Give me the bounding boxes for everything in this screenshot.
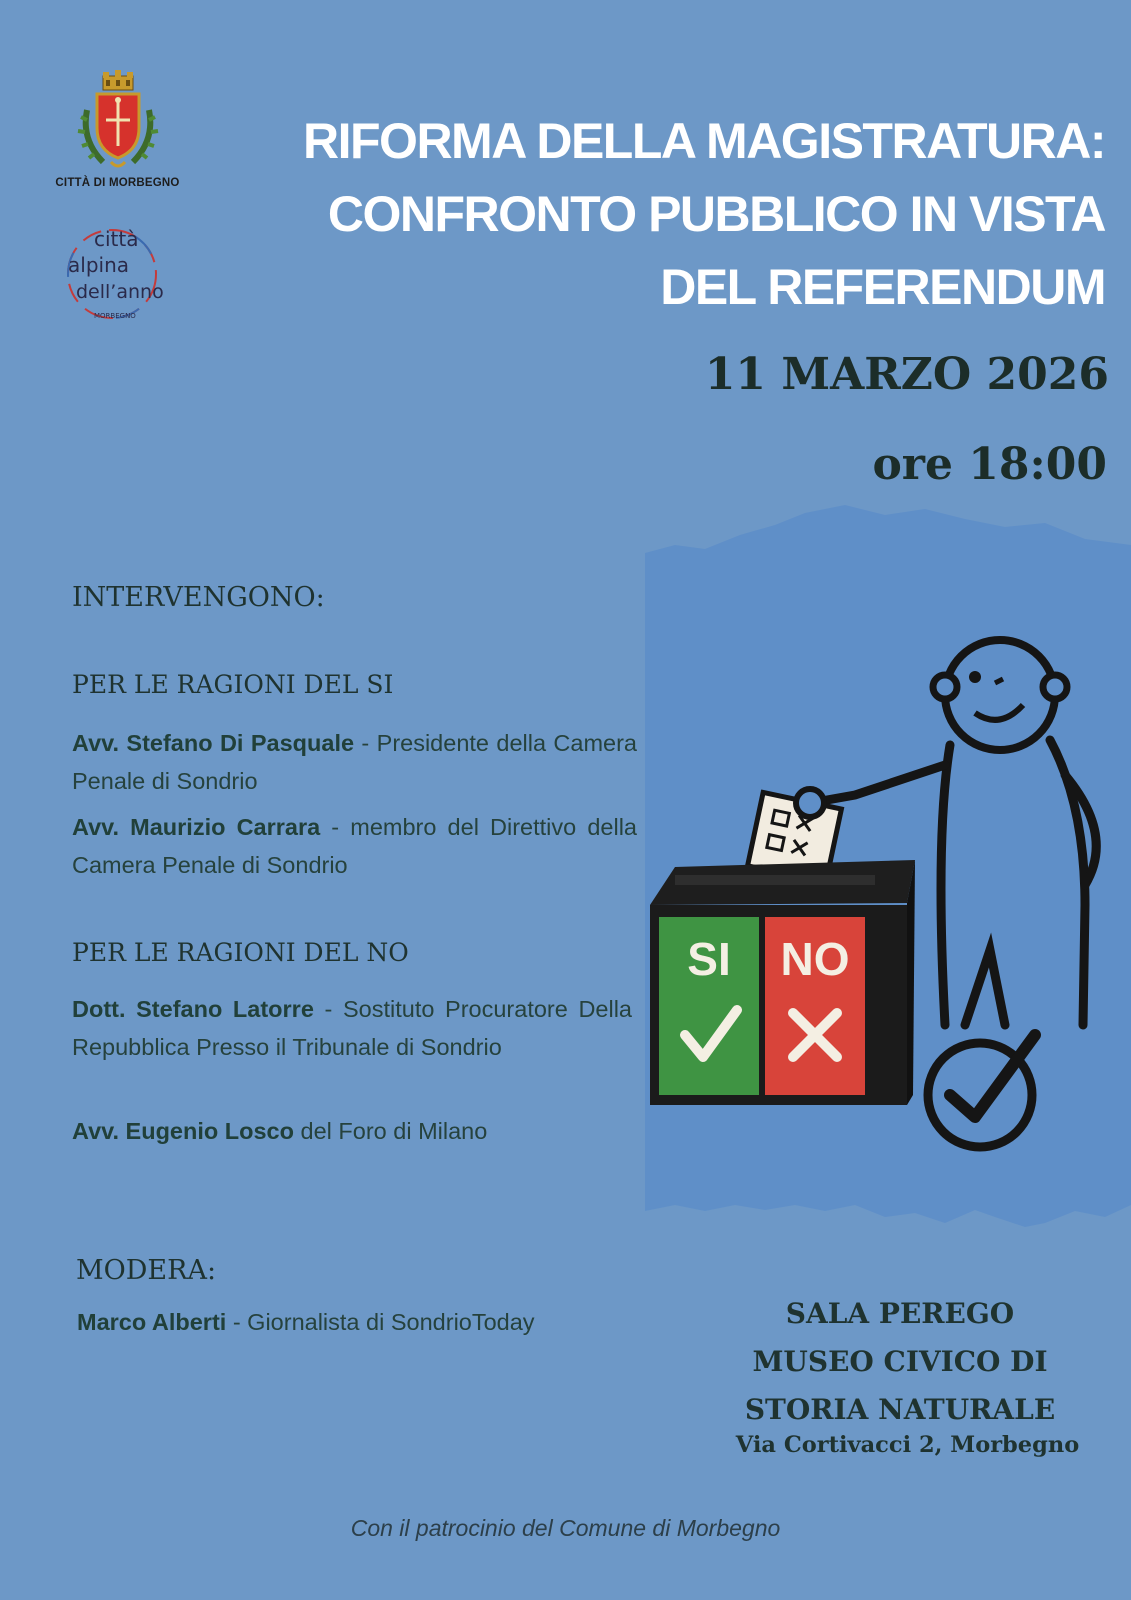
- alpina-sub: MORBEGNO: [94, 312, 136, 320]
- speaker-losco: [72, 1112, 632, 1150]
- ballot-box: [650, 860, 915, 1105]
- speaker-di-pasquale: [72, 724, 637, 800]
- event-date: 11 MARZO 2026: [704, 349, 1109, 400]
- no-heading: PER LE RAGIONI DEL NO: [72, 938, 409, 967]
- event-title: [185, 105, 1105, 324]
- alpina-word-anno: dell’anno: [76, 281, 164, 303]
- moderator-role: - Giornalista di SondrioToday: [226, 1309, 535, 1335]
- ballot-illustration: [645, 505, 1131, 1245]
- alpina-word-alpina: alpina: [68, 253, 129, 277]
- speaker-name: Dott. Stefano Latorre: [72, 996, 314, 1022]
- no-label: NO: [780, 933, 850, 985]
- si-label: SI: [687, 933, 731, 985]
- event-time: ore 18:00: [872, 439, 1107, 490]
- moderator-heading: MODERA:: [76, 1255, 217, 1286]
- city-logo-label: CITTÀ DI MORBEGNO: [55, 177, 180, 189]
- speaker-name: Avv. Maurizio Carrara: [72, 814, 321, 840]
- speaker-role: - Sostituto Procuratore Della Repubblica Presso il Tribunale di Sondrio: [72, 996, 632, 1060]
- citta-alpina-logo: [60, 222, 180, 332]
- title-line-2: CONFRONTO PUBBLICO IN VISTA: [327, 186, 1105, 242]
- alpina-word-citta: città: [94, 227, 139, 251]
- venue-line-1: SALA PEREGO: [785, 1297, 1015, 1330]
- speaker-role: - membro del Direttivo della Camera Penale di Sondrio: [72, 814, 637, 878]
- moderator-name: Marco Alberti: [77, 1309, 227, 1335]
- venue-line-3: STORIA NATURALE: [744, 1393, 1056, 1426]
- moderator: [77, 1303, 677, 1341]
- title-line-1: RIFORMA DELLA MAGISTRATURA:: [303, 113, 1105, 169]
- city-crest-logo: [50, 70, 185, 189]
- speakers-heading: INTERVENGONO:: [72, 582, 325, 613]
- speaker-role: del Foro di Milano: [293, 1118, 488, 1144]
- speaker-name: Avv. Stefano Di Pasquale: [72, 730, 355, 756]
- venue: [735, 1290, 1065, 1434]
- speaker-name: Avv. Eugenio Losco: [72, 1118, 294, 1144]
- venue-line-2: MUSEO CIVICO DI: [752, 1345, 1048, 1378]
- person-head: [945, 640, 1055, 750]
- crest-icon: [73, 70, 163, 175]
- speaker-carrara: [72, 808, 637, 884]
- venue-address: Via Cortivacci 2, Morbegno: [735, 1432, 1080, 1458]
- si-heading: PER LE RAGIONI DEL SI: [72, 670, 394, 699]
- patronage-note: Con il patrocinio del Comune di Morbegno: [350, 1515, 781, 1541]
- speaker-role: - Presidente della Camera Penale di Sondrio: [72, 730, 637, 794]
- speaker-latorre: [72, 990, 632, 1066]
- title-line-3: DEL REFERENDUM: [660, 259, 1105, 315]
